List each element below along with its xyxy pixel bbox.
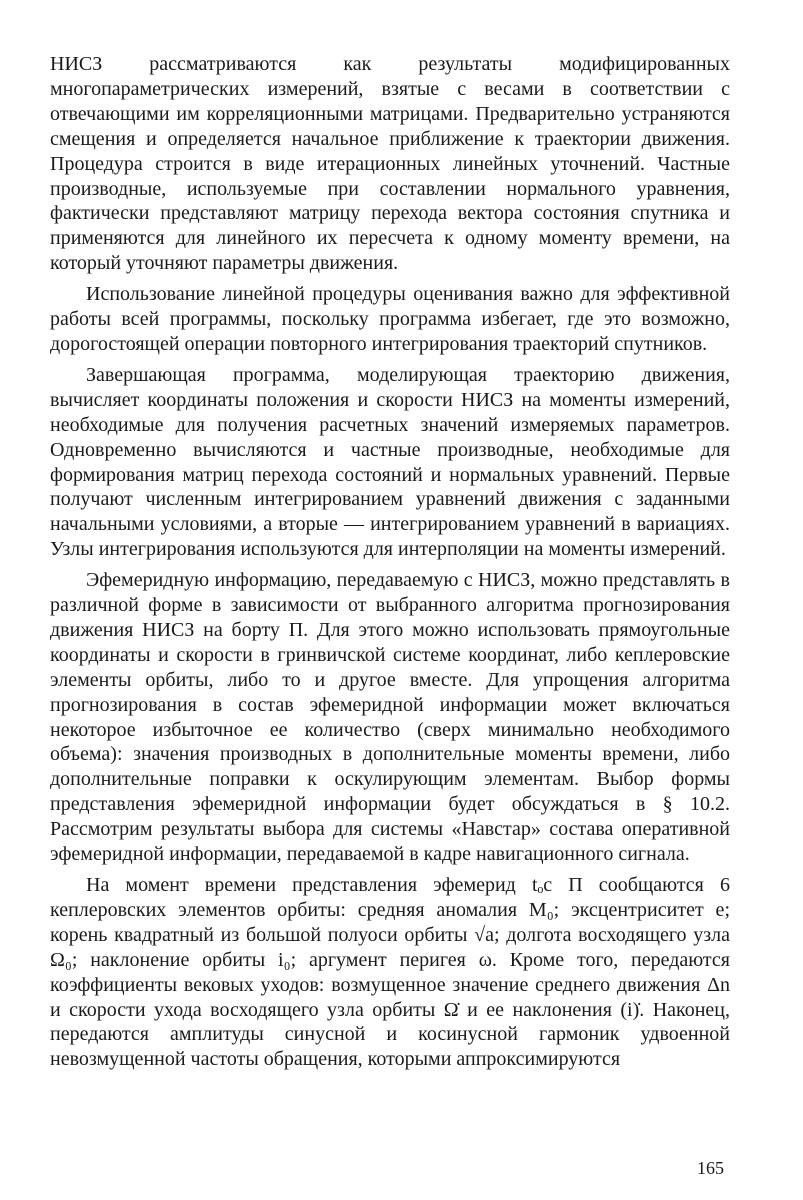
paragraph-4: Эфемеридную информацию, передаваемую с НИСЗ, можно представлять в различной форме в зависимости от выбранного алгоритма прогнозирования движения НИСЗ на борту П. Для этого можно использовать прямоугольные координаты и скорости в гринвичской системе координат, либо кеплеровские элементы орбиты, либо то и другое вместе. Для упрощения алгоритма прогнозирования в состав эфемеридной информации может включаться некоторое избыточное ее количество (сверх минимально необходимого объема): значения производных в дополнительные моменты времени, либо дополнительные поправки к оскулирующим элементам. Выбор формы представления эфемеридной информации будет обсуждаться в § 10.2. Рассмотрим результаты выбора для системы «Навстар» состава оперативной эфемеридной информации, передаваемой в кадре навигационного сигнала.: [50, 569, 730, 866]
paragraph-2: Использование линейной процедуры оценивания важно для эффективной работы всей программы, поскольку программа избегает, где это возможно, дорогостоящей операции повторного интегрирования траекторий спутников.: [50, 283, 730, 355]
paragraph-3: Завершающая программа, моделирующая траекторию движения, вычисляет координаты положения и скорости НИСЗ на моменты измерений, необходимые для получения расчетных значений измеряемых параметров. Одновременно вычисляются и частные производные, необходимые для формирования матриц перехода состояний и нормальных уравнений. Первые получают численным интегрированием уравнений движения с заданными начальными условиями, а вторые — интегрированием уравнений в вариациях. Узлы интегрирования используются для интерполяции на моменты измерений.: [50, 363, 730, 561]
paragraph-5: На момент времени представления эфемерид tₒc П сообщаются 6 кеплеровских элементов орбиты: средняя аномалия M₀; эксцентриситет e; корень квадратный из большой полуоси орбиты √a; долгота восходящего узла Ω₀; наклонение орбиты i₀; аргумент перигея ω. Кроме того, передаются коэффициенты вековых уходов: возмущенное значение среднего движения Δn и скорости ухода восходящего узла орбиты Ω̇ и ее наклонения (i)̇. Наконец, передаются амплитуды синусной и косинусной гармоник удвоенной невозмущенной частоты обращения, которыми аппроксимируются: [50, 874, 730, 1071]
paragraph-1: НИСЗ рассматриваются как результаты модифицированных многопараметрических измерений, взятые с весами в соответствии с отвечающими им корреляционными матрицами. Предварительно устраняются смещения и определяется начальное приближение к траектории движения. Процедура строится в виде итерационных линейных уточнений. Частные производные, используемые при составлении нормального уравнения, фактически представляют матрицу перехода вектора состояния спутника и применяются для линейного их пересчета к одному моменту времени, на который уточняют параметры движения.: [50, 53, 730, 275]
page-number: 165: [697, 1158, 724, 1178]
page-body: [50, 52, 730, 1078]
